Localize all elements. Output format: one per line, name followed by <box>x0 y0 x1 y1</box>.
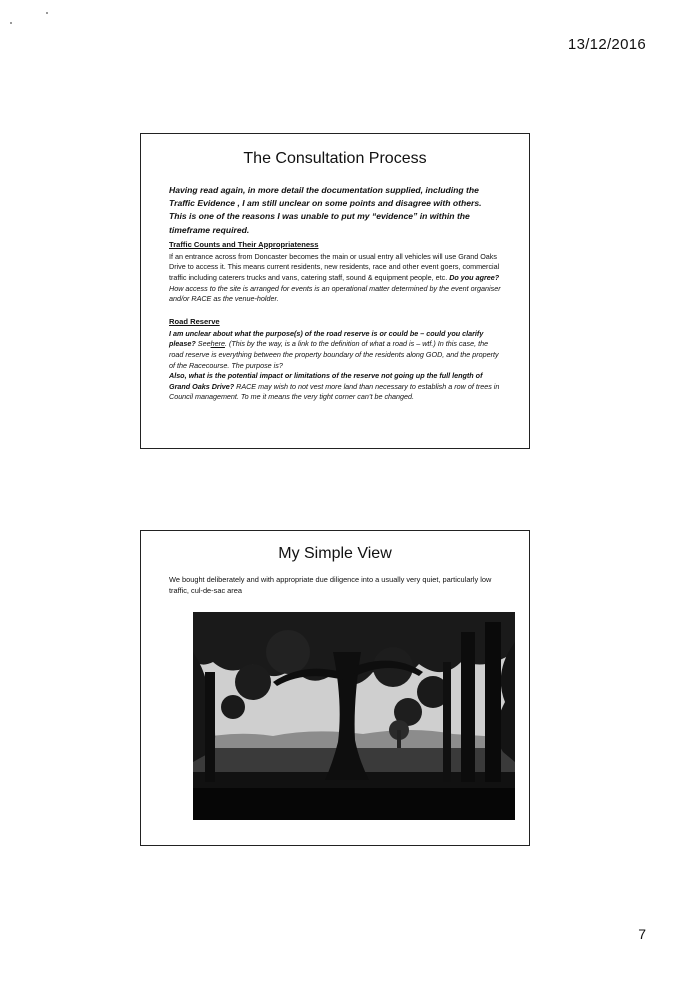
slide-title: My Simple View <box>278 545 392 562</box>
reserve-impact-question: Also, what is the potential impact or limitations of the reserve not going up the full length of Grand Oaks Drive? <box>169 371 483 391</box>
road-reserve-paragraph <box>169 329 501 403</box>
road-definition-link[interactable]: here <box>210 339 225 349</box>
page-number: 7 <box>638 926 646 942</box>
scan-mark <box>10 22 12 24</box>
traffic-counts-paragraph <box>169 252 501 305</box>
road-reserve-see: See <box>197 339 211 349</box>
section-heading-traffic-counts: Traffic Counts and Their Appropriateness <box>169 239 319 249</box>
slide-my-simple-view <box>140 530 530 846</box>
slide-consultation-process <box>140 133 530 449</box>
road-reserve-aside: . (This by the way, is a link to the definition of what a road is – wtf.) In this case, the road reserve is everything between the property boundary of the residents along GOD, and the property of the Racecourse. The purpose is? <box>169 339 499 370</box>
reserve-impact-answer: RACE may wish to not vest more land than necessary to establish a row of trees in Council management. To me it means the very tight corner can’t be changed. <box>169 381 500 402</box>
slide-title: The Consultation Process <box>243 150 427 167</box>
road-reserve-question: I am unclear about what the purpose(s) of the road reserve is or could be – could you clarify please? <box>169 328 484 349</box>
view-paragraph: We bought deliberately and with appropriate due diligence into a usually very quiet, particularly low traffic, cul-de-sac area <box>169 575 492 595</box>
header-date: 13/12/2016 <box>567 36 646 53</box>
traffic-answer: How access to the site is arranged for events is an operational matter determined by the event organiser and/or RACE as the venue-holder. <box>169 283 501 304</box>
section-heading-road-reserve: Road Reserve <box>169 316 220 326</box>
scan-mark <box>46 12 48 14</box>
traffic-question: Do you agree? <box>449 273 500 282</box>
oak-trees-photo-illustration <box>193 612 515 820</box>
intro-paragraph: Having read again, in more detail the documentation supplied, including the Traffic Evidence , I am still unclear on some points and disagree with others. This is one of the reasons I was unable to put my “evidence” in within the timeframe required. <box>169 185 482 235</box>
traffic-counts-text: If an entrance across from Doncaster becomes the main or usual entry all vehicles will use Grand Oaks Drive to access it. This means current residents, new residents, race and other event goers, commercial traffic including caterers trucks and vans, catering staff, sound & equipment people, etc. <box>169 251 500 282</box>
oak-trees-photo <box>193 612 515 820</box>
